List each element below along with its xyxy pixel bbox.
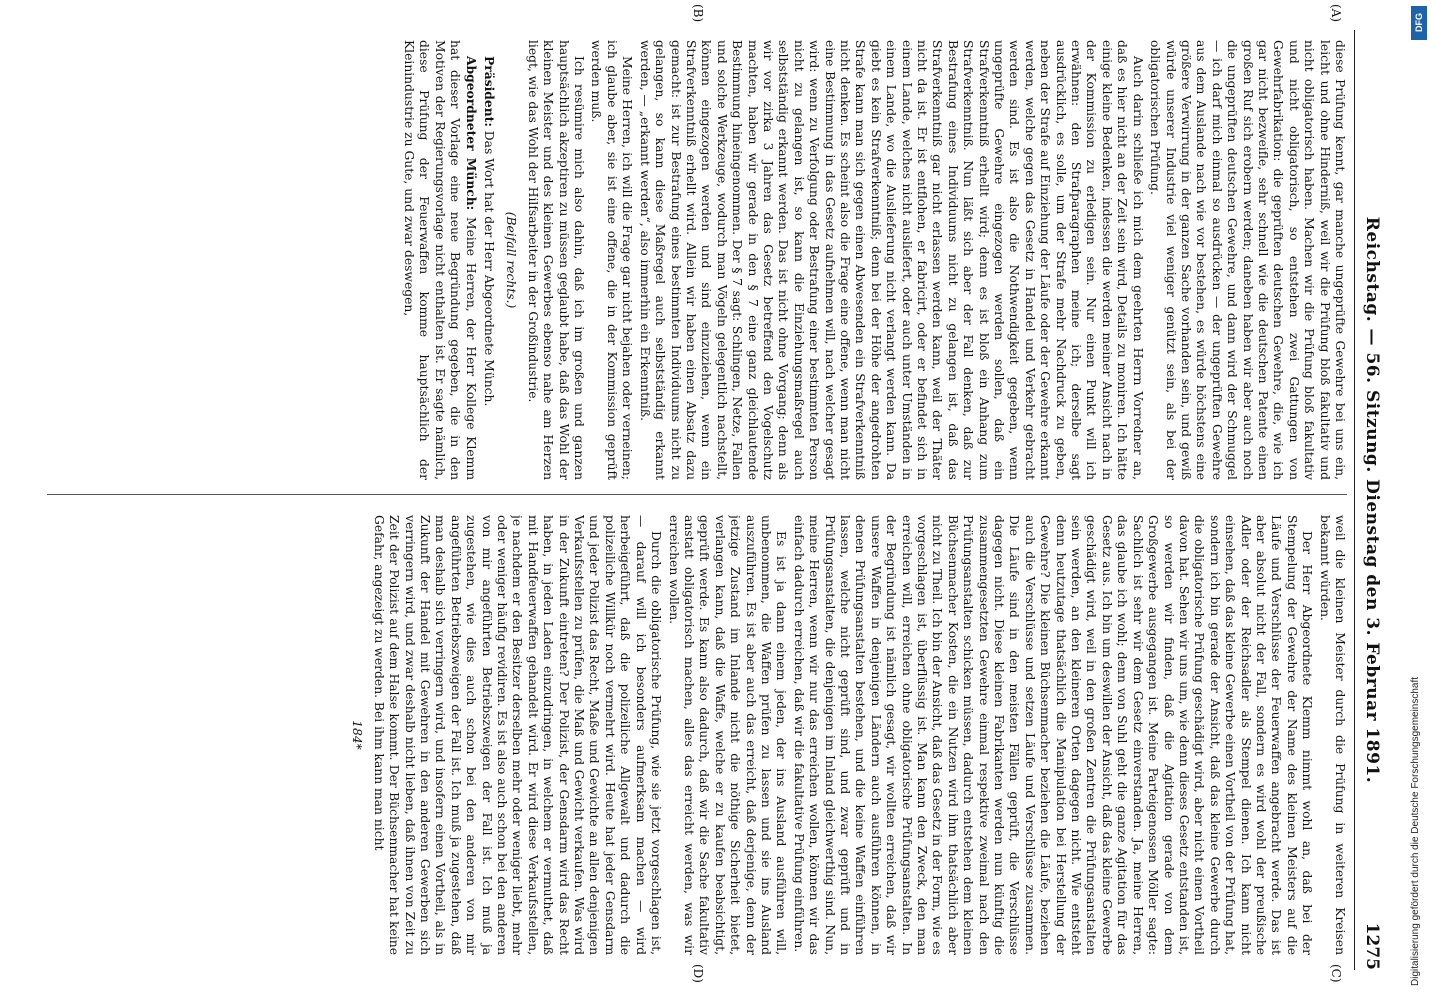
paragraph: Der Herr Abgeordnete Klemm nimmt wohl an, daß bei der Stempelung der Gewehre der Name des kleinen Meisters auf die Läufe und Verschlüsse der Feuerwaffen angebracht werde. Das ist aber absolut nicht der Fall, sondern es wird wohl der preußische Adler oder der Reichsadler als Stempel dienen. Ich kann nicht einsehen, daß das kleine Gewerbe einen Vortheil von der Prüfung hat, sondern ich bin gerade der Ansicht, daß das kleine Gewerbe durch die obligatorische Prüfung geschädigt wird, aber nicht einen Vortheil davon hat. Sehen wir uns um, wie denn dieses Gesetz entstanden ist, so werden wir finden, daß die Agitation gerade von dem Großgewerbe ausgegangen ist. Meine Parteigenossen Möller sagte: Sachlich ist sehr wir dem Gesetz einverstanden. Ja, meine Herren, das glaube ich wohl; denn von Suhl geht die ganze Agitation für das Gesetz aus. Ich bin um deswillen der Ansicht, daß das kleine Gewerbe geschädigt wird, weil in den großen Zentren die Prüfungsanstalten sein werden, an den kleineren Orten dagegen nicht. Wie entsteht denn heutzutage thatsächlich die Manipulation bei Herstellung der Gewehre? Die kleinen Büchsenmacher beziehen die Läufe, beziehen auch die Verschlüsse und setzen Läufe und Verschlüsse zusammen. Die Läufe sind in den meisten Fällen geprüft, die Verschlüsse dagegen nicht. Diese kleinen Fabrikanten werden nun künftig die zusammengesetzten Gewehre einmal respektive zweimal nach den Prüfungsanstalten schicken müssen, dadurch entstehen dem kleinen Büchsenmacher Kosten, die ein Nutzen wird ihm thatsächlich aber nicht zu Theil. Ich bin der Ansicht, daß das Gesetz in der Form, wie es vorgeschlagen ist, überflüssig ist. Man kann den Zweck, den man erreichen will, erreichen ohne obligatorische Prüfungsanstalten. In der Begründung ist nämlich gesagt, wir wollten erreichen, daß wir unsere Waffen in denjenigen Ländern auch ausführen können, in denen Prüfungsanstalten bestehen, und die keine Waffen einführen lassen, welche nicht geprüft sind, und zwar geprüft und in Prüfungsanstalten, die denjenigen im Inland gleichwerthig sind. Nun, meine Herren, wenn wir nur das erreichen wollen, können wir das einfach dadurch erreichen, daß wir die fakultative Prüfung einführen. — [791, 515, 1315, 955]
margin-marker-d: (D) — [691, 964, 705, 983]
speaker-label: Präsident: — [482, 56, 498, 127]
digitization-credit: Digitalisierung gefördert durch die Deutsche Forschungsgemeinschaft — [1410, 676, 1421, 986]
header-rule — [1354, 30, 1355, 970]
left-column — [27, 40, 1347, 480]
page-sheet — [20, 0, 1395, 1000]
paragraph: Meine Herren, der Herr Kollege Klemm hat dieser Vorlage eine neue Begründung gegeben, die in den Motiven der Regierungsvorlage nicht enthalten ist. Er sagte nämlich, diese Prüfung der Feuerwaffen komme hauptsächlich der Kleinindustrie zu Gute, und zwar deswegen, — [402, 40, 478, 480]
president-line — [481, 40, 497, 480]
applause-note: (Beifall rechts.) — [504, 211, 519, 309]
right-column — [27, 515, 1347, 955]
paragraph: Das Wort hat der Herr Abgeordnete Münch. — [482, 130, 497, 407]
speaker-label: Abgeordneter Münch: — [463, 56, 479, 211]
paragraph: Auch darin schließe ich mich dem geehrten Herrn Vorredner an, daß es hier nicht an der Zeit sein wird, Details zu moniren. Ich hätte einige kleine Bedenken, indessen die werden meiner Ansicht nach in der Kommission zu erledigen sein. Nur einen Punkt will ich erwähnen: den Strafparagraphen meine ich; derselbe sagt ausdrücklich, es solle, um der Strafe mehr Nachdruck zu geben, neben der Strafe auf Einziehung der Läufe oder der Gewehre erkannt werden, welche gegen das Gesetz in Handel und Verkehr gebracht werden sind. Es ist also die Nothwendigkeit gegeben, wenn ungeprüfte Gewehre eingezogen werden sollen, daß ein Strafverkenntniß erhellt wird; denn es ist bloß ein Anhang zum Strafverkenntniß. Nun läßt sich aber der Fall denken, daß zur Bestrafung eines Individuums nicht zu gelangen ist, daß das Strafverkenntniß gar nicht erlassen werden kann, weil der Thäter nicht da ist. Er ist entflohen, er fabricirt, oder er befindet sich in einem Lande, welches nicht ausliefert, oder auch unter Umständen in einem Lande, wo die Auslieferung nicht verlangt werden kann. Da giebt es kein Strafverkenntniß; denn bei der Höhe der angedrohten Strafe kann man sich gegen einen Abwesenden ein Strafverkenntniß nicht denken. Es scheint also die Frage eine offene, wenn man nicht eine Bestimmung in das Gesetz aufnehmen will, nach welcher gesagt wird: wenn zu Verfolgung oder Bestrafung einer bestimmten Person nicht zu gelangen ist, so kann die Einziehungsmaßregel auch selbstständig erkannt werden. Das ist nicht ohne Vorgang; denn als wir vor zirka 3 Jahren das Gesetz betreffend den Vogelschutz machten, haben wir gerade in den § 7 eine ganz gleichlautende Bestimmung hineingenommen. Der § 7 sagt: Schlingen, Netze, Fallen und solche Werkzeuge, wodurch man Vögeln gelegentlich nachstellt, können eingezogen werden und sind einzuziehen, wenn ein Strafverkenntniß erhellt wird. Allein wir haben einen Absatz dazu gemacht: ist zur Bestrafung eines bestimmten Individuums nicht zu gelangen, so kann diese Maßregel auch selbstständig erkannt werden, — „erkannt werden“, also immerhin ein Erkenntniß. — [637, 40, 1145, 480]
page-number: 1275 — [1362, 922, 1382, 970]
paragraph: Es ist ja dann einem jeden, der ins Ausland ausführen will, unbenommen, die Waffen prüfen zu lassen und sie ins Ausland auszuführen. Es ist aber auch das erreicht, daß derjenige, denn der jetzige Zustand im Inlande nicht die nöthige Sicherheit bietet, verlangen kann, daß die Waffe, welche er zu kaufen beabsichtigt, geprüft werde. Es kann also dadurch, daß wir die Sache fakultativ anstatt obligatorisch machen, alles das erreicht werden, was wir erreichen wollen. — [666, 515, 789, 955]
paragraph: Meine Herren, ich will die Frage gar nicht bejahen oder verneinen; ich glaube aber, sie ist eine offene, die in der Kommission geprüft werden muß. — [589, 40, 635, 480]
speech-start — [401, 40, 479, 480]
dfg-logo: DFG — [1411, 6, 1427, 40]
dfg-sidebar — [1410, 6, 1428, 996]
margin-marker-c: (C) — [1329, 964, 1343, 983]
page-title: Reichstag. — 56. Sitzung. Dienstag den 3. Februar 1891. — [1362, 216, 1382, 784]
column-rule — [47, 494, 1347, 495]
paragraph: diese Prüfung kennt, gar manche ungeprüfte Gewehre bei uns ein, leicht und ohne Hinderniß, weil wir die Prüfung bloß fakultativ und nicht obligatorisch haben. Machen wir die Prüfung bloß fakultativ und nicht obligatorisch, so entstehen zwei Gattungen von Gewehrfabrikation: die geprüften deutschen Gewehre, die, wie ich gar nicht bezweifle, sehr schnell wie die deutschen Patente einen großen Ruf sich erobern werden; daneben haben wir aber auch noch die ungeprüften deutschen Gewehre, und dann wird der Schmuggel — ich darf mich einmal so ausdrücken — der ungeprüften Gewehre aus dem Auslande nach wie vor bestehen, es würde höchstens eine größere Verwirrung in der ganzen Sache vorhanden sein, und gewiß würde unserer Industrie viel weniger genützt sein, als bei der obligatorischen Prüfung. — [1148, 40, 1347, 480]
paragraph: weil die kleinen Meister durch die Prüfung in weiteren Kreisen bekannt würden. — [1317, 515, 1347, 955]
margin-marker-a: (A) — [1329, 4, 1343, 23]
margin-marker-b: (B) — [691, 4, 705, 23]
rotated-page — [25, 0, 1395, 1000]
signature-mark: 184* — [350, 720, 365, 750]
paragraph: Ich resümire mich also dahin, daß ich im großen und ganzen hauptsächlich akzeptiren zu müssen geglaubt habe, daß das Wohl der kleinen Meister und des kleinen Gewerbes ebenso nahe am Herzen liegt, wie das Wohl der Hilfsarbeiter in der Großindustrie. — [525, 40, 587, 480]
running-header — [1357, 30, 1387, 970]
paragraph: Durch die obligatorische Prüfung, wie sie jetzt vorgeschlagen ist, — darauf will ich besonders aufmerksam machen — wird herbeigeführt, daß die polizeiliche Allgewalt und dadurch die polizeiliche Willkür noch vermehrt wird. Heute hat jeder Gensdarm und jeder Polizist das Recht, Maße und Gewichte an allen denjenigen Verkaufsstellen zu prüfen, die Maß und Gewicht verkaufen. Was wird in der Zukunft eintreten? Der Polizist, der Gensdarm wird das Recht haben, in jeden Laden einzudringen, in welchem er vermuthet, daß mit Handfeuerwaffen gehandelt wird. Er wird diese Verkaufsstellen, je nachdem er den Besitzer derselben mehr oder weniger liebt, mehr oder weniger häufig revidiren. Es ist also auch schon bei den anderen von mir angeführten Betriebszweigen der Fall ist. Ich muß ja zugestehen, wie dies auch schon bei den anderen von mir angeführten Betriebszweigen der Fall ist. Ich muß ja zugestehen, daß man deshalb sich verringern wird, und insofern einen Vortheil, als in Zukunft der Handel mit Gewehren in den anderen Gewerben sich verringern wird, und zwar deshalb nicht lieben, daß ihnen von Zeit zu Zeit der Polizist auf dem Halse kommt. Der Büchsenmacher hat keine Gefahr, angezeigt zu werden. Bei ihm kann man nicht — [371, 515, 664, 955]
